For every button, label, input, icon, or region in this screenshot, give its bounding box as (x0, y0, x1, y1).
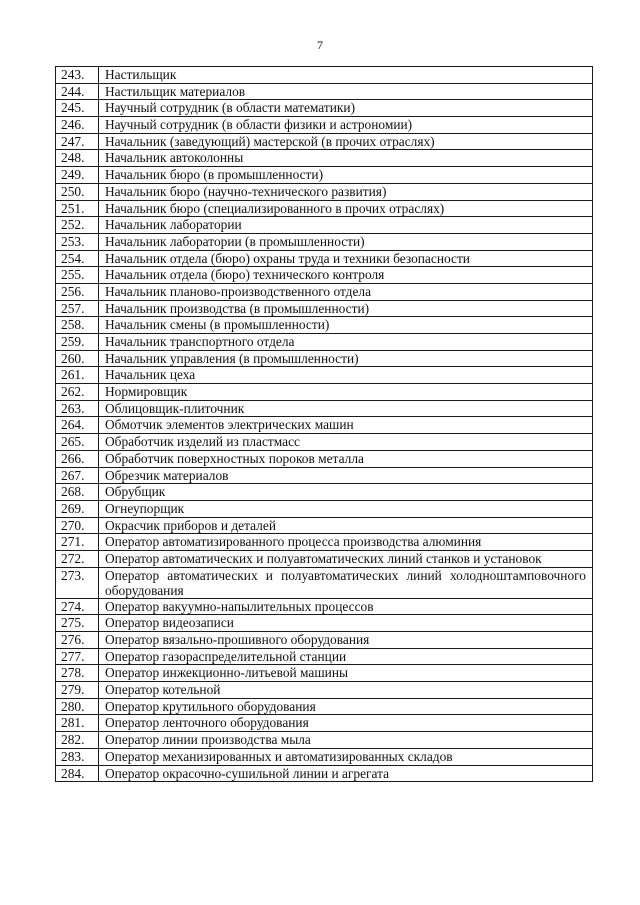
row-number: 275. (56, 615, 99, 632)
profession-name: Начальник бюро (научно-технического развития) (99, 183, 593, 200)
row-number: 248. (56, 150, 99, 167)
table-row (56, 283, 593, 300)
row-number: 272. (56, 550, 99, 567)
profession-name: Обработчик поверхностных пороков металла (99, 450, 593, 467)
profession-name: Обрубщик (99, 484, 593, 501)
table-row (56, 367, 593, 384)
row-number: 247. (56, 133, 99, 150)
profession-name: Начальник бюро (в промышленности) (99, 167, 593, 184)
table-row (56, 200, 593, 217)
row-number: 281. (56, 715, 99, 732)
table-row (56, 648, 593, 665)
profession-name: Обмотчик элементов электрических машин (99, 417, 593, 434)
table-body (56, 67, 593, 782)
row-number: 282. (56, 732, 99, 749)
table-row (56, 183, 593, 200)
table-row (56, 250, 593, 267)
profession-name: Начальник лаборатории (в промышленности) (99, 233, 593, 250)
table-row (56, 417, 593, 434)
profession-name: Оператор линии производства мыла (99, 732, 593, 749)
table-row (56, 715, 593, 732)
profession-name: Оператор котельной (99, 682, 593, 699)
row-number: 244. (56, 83, 99, 100)
profession-name: Начальник бюро (специализированного в прочих отраслях) (99, 200, 593, 217)
table-row (56, 300, 593, 317)
profession-name: Оператор крутильного оборудования (99, 698, 593, 715)
profession-name: Начальник отдела (бюро) технического контроля (99, 267, 593, 284)
row-number: 274. (56, 598, 99, 615)
profession-name: Настильщик (99, 67, 593, 84)
row-number: 267. (56, 467, 99, 484)
row-number: 254. (56, 250, 99, 267)
table-row (56, 384, 593, 401)
row-number: 284. (56, 765, 99, 782)
profession-name: Оператор автоматизированного процесса производства алюминия (99, 534, 593, 551)
table-row (56, 665, 593, 682)
table-row (56, 682, 593, 699)
profession-name: Оператор автоматических и полуавтоматических линий станков и установок (99, 550, 593, 567)
table-row (56, 765, 593, 782)
row-number: 265. (56, 434, 99, 451)
profession-name: Начальник управления (в промышленности) (99, 350, 593, 367)
table-row (56, 334, 593, 351)
profession-name: Начальник отдела (бюро) охраны труда и техники безопасности (99, 250, 593, 267)
table-row (56, 117, 593, 134)
table-row (56, 83, 593, 100)
row-number: 262. (56, 384, 99, 401)
table-row (56, 233, 593, 250)
profession-name: Оператор вакуумно-напылительных процессов (99, 598, 593, 615)
row-number: 258. (56, 317, 99, 334)
row-number: 269. (56, 500, 99, 517)
row-number: 263. (56, 400, 99, 417)
profession-name: Огнеупорщик (99, 500, 593, 517)
row-number: 264. (56, 417, 99, 434)
row-number: 253. (56, 233, 99, 250)
profession-name: Оператор механизированных и автоматизированных складов (99, 748, 593, 765)
profession-name: Начальник планово-производственного отдела (99, 283, 593, 300)
table-row (56, 67, 593, 84)
row-number: 277. (56, 648, 99, 665)
profession-name: Оператор автоматических и полуавтоматических линий холодноштамповочного оборудования (99, 567, 593, 598)
row-number: 273. (56, 567, 99, 598)
table-row (56, 748, 593, 765)
row-number: 245. (56, 100, 99, 117)
row-number: 278. (56, 665, 99, 682)
table-row (56, 534, 593, 551)
page-number: 7 (317, 38, 323, 52)
table-row (56, 350, 593, 367)
row-number: 257. (56, 300, 99, 317)
profession-name: Окрасчик приборов и деталей (99, 517, 593, 534)
table-row (56, 484, 593, 501)
row-number: 276. (56, 632, 99, 649)
table-row (56, 550, 593, 567)
row-number: 252. (56, 217, 99, 234)
row-number: 280. (56, 698, 99, 715)
table-row (56, 632, 593, 649)
table-row (56, 400, 593, 417)
row-number: 266. (56, 450, 99, 467)
profession-name: Начальник смены (в промышленности) (99, 317, 593, 334)
profession-name: Оператор вязально-прошивного оборудования (99, 632, 593, 649)
profession-name: Нормировщик (99, 384, 593, 401)
row-number: 268. (56, 484, 99, 501)
row-number: 256. (56, 283, 99, 300)
table-row (56, 615, 593, 632)
row-number: 251. (56, 200, 99, 217)
profession-name: Начальник автоколонны (99, 150, 593, 167)
table-row (56, 500, 593, 517)
table-row (56, 450, 593, 467)
profession-name: Оператор инжекционно-литьевой машины (99, 665, 593, 682)
table-row (56, 100, 593, 117)
profession-table (55, 66, 593, 782)
profession-name: Начальник производства (в промышленности) (99, 300, 593, 317)
profession-name: Научный сотрудник (в области физики и астрономии) (99, 117, 593, 134)
table-row (56, 517, 593, 534)
table-row (56, 598, 593, 615)
profession-name: Настильщик материалов (99, 83, 593, 100)
profession-name: Начальник лаборатории (99, 217, 593, 234)
profession-name: Начальник (заведующий) мастерской (в прочих отраслях) (99, 133, 593, 150)
table-row (56, 317, 593, 334)
row-number: 283. (56, 748, 99, 765)
profession-name: Оператор видеозаписи (99, 615, 593, 632)
table-row (56, 732, 593, 749)
profession-name: Научный сотрудник (в области математики) (99, 100, 593, 117)
profession-name: Оператор газораспределительной станции (99, 648, 593, 665)
row-number: 260. (56, 350, 99, 367)
profession-name: Начальник цеха (99, 367, 593, 384)
row-number: 279. (56, 682, 99, 699)
table-row (56, 434, 593, 451)
table-row (56, 267, 593, 284)
row-number: 271. (56, 534, 99, 551)
row-number: 255. (56, 267, 99, 284)
table-row (56, 467, 593, 484)
table-row (56, 698, 593, 715)
table-row (56, 217, 593, 234)
profession-name: Оператор ленточного оборудования (99, 715, 593, 732)
table-row (56, 133, 593, 150)
table-row (56, 567, 593, 598)
profession-name: Начальник транспортного отдела (99, 334, 593, 351)
table-row (56, 150, 593, 167)
row-number: 270. (56, 517, 99, 534)
profession-name: Оператор окрасочно-сушильной линии и агрегата (99, 765, 593, 782)
profession-name: Обрезчик материалов (99, 467, 593, 484)
profession-name: Обработчик изделий из пластмасс (99, 434, 593, 451)
row-number: 259. (56, 334, 99, 351)
row-number: 246. (56, 117, 99, 134)
table-row (56, 167, 593, 184)
row-number: 243. (56, 67, 99, 84)
row-number: 261. (56, 367, 99, 384)
row-number: 249. (56, 167, 99, 184)
profession-name: Облицовщик-плиточник (99, 400, 593, 417)
row-number: 250. (56, 183, 99, 200)
